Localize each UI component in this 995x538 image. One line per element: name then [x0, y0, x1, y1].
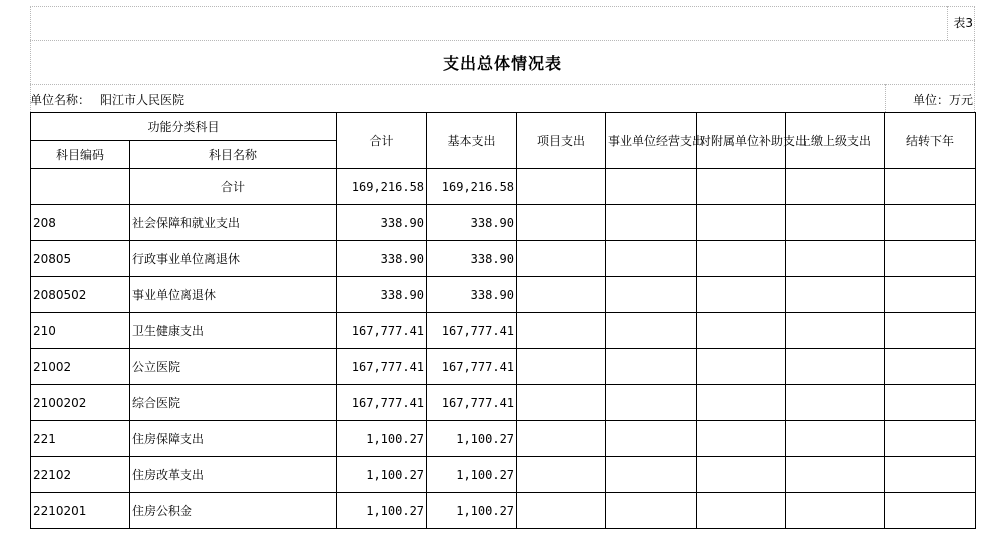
cell-empty [697, 457, 786, 493]
row-basic: 167,777.41 [427, 385, 517, 421]
row-name: 综合医院 [130, 385, 337, 421]
row-basic: 1,100.27 [427, 457, 517, 493]
cell-empty [517, 277, 606, 313]
cell-empty [786, 277, 885, 313]
row-code: 2210201 [31, 493, 130, 529]
total-sum: 169,216.58 [337, 169, 427, 205]
total-label: 合计 [130, 169, 337, 205]
cell-empty [606, 277, 697, 313]
cell-empty [517, 493, 606, 529]
row-total: 338.90 [337, 241, 427, 277]
table-row [31, 457, 976, 493]
table-number: 表3 [953, 16, 973, 30]
header-project: 项目支出 [517, 113, 606, 169]
table-row [31, 205, 976, 241]
page-title: 支出总体情况表 [442, 54, 562, 73]
header-upper: 上缴上级支出 [786, 113, 885, 169]
cell-empty [606, 205, 697, 241]
header-basic: 基本支出 [427, 113, 517, 169]
cell-empty [517, 385, 606, 421]
header-row [31, 113, 976, 141]
header-business: 事业单位经营支出 [606, 113, 697, 169]
row-basic: 338.90 [427, 241, 517, 277]
table-row [31, 493, 976, 529]
cell-empty [885, 385, 976, 421]
row-code: 20805 [31, 241, 130, 277]
row-name: 事业单位离退休 [130, 277, 337, 313]
header-code: 科目编码 [31, 141, 130, 169]
row-total: 167,777.41 [337, 313, 427, 349]
gridline [30, 40, 975, 41]
row-code: 21002 [31, 349, 130, 385]
row-total: 1,100.27 [337, 457, 427, 493]
cell-empty [517, 241, 606, 277]
cell-empty [517, 421, 606, 457]
cell-empty [786, 241, 885, 277]
row-basic: 1,100.27 [427, 421, 517, 457]
cell-empty [517, 457, 606, 493]
row-code: 22102 [31, 457, 130, 493]
row-name: 社会保障和就业支出 [130, 205, 337, 241]
cell-empty [885, 457, 976, 493]
cell-empty [786, 385, 885, 421]
header-total: 合计 [337, 113, 427, 169]
cell-empty [606, 349, 697, 385]
row-total: 167,777.41 [337, 385, 427, 421]
table-row [31, 241, 976, 277]
cell-empty [606, 169, 697, 205]
row-total: 1,100.27 [337, 493, 427, 529]
cell-empty [697, 385, 786, 421]
cell-empty [786, 457, 885, 493]
gridline [30, 84, 975, 85]
row-basic: 338.90 [427, 277, 517, 313]
cell-empty [697, 277, 786, 313]
cell-empty [606, 241, 697, 277]
cell-empty [517, 169, 606, 205]
table-row [31, 385, 976, 421]
cell-empty [786, 169, 885, 205]
cell-empty [885, 205, 976, 241]
row-name: 行政事业单位离退休 [130, 241, 337, 277]
cell-empty [517, 349, 606, 385]
gridline [885, 84, 886, 112]
cell-empty [697, 493, 786, 529]
table-row [31, 277, 976, 313]
cell-empty [517, 313, 606, 349]
cell-empty [786, 205, 885, 241]
row-basic: 1,100.27 [427, 493, 517, 529]
row-code: 2100202 [31, 385, 130, 421]
currency-unit: 单位：万元 [912, 93, 973, 107]
expenditure-table [30, 112, 976, 529]
gridline [947, 6, 948, 40]
cell-empty [697, 205, 786, 241]
header-name: 科目名称 [130, 141, 337, 169]
cell-empty [786, 313, 885, 349]
row-basic: 167,777.41 [427, 349, 517, 385]
cell-empty [606, 457, 697, 493]
cell-empty [786, 493, 885, 529]
table-row [31, 421, 976, 457]
row-basic: 338.90 [427, 205, 517, 241]
row-name: 住房改革支出 [130, 457, 337, 493]
header-subsidy: 对附属单位补助支出 [697, 113, 786, 169]
gridline [30, 6, 975, 7]
row-code: 2080502 [31, 277, 130, 313]
cell-empty [606, 421, 697, 457]
row-code: 208 [31, 205, 130, 241]
unit-name [30, 91, 184, 108]
cell-empty [697, 169, 786, 205]
cell-empty [31, 169, 130, 205]
row-total: 1,100.27 [337, 421, 427, 457]
cell-empty [606, 385, 697, 421]
cell-empty [697, 241, 786, 277]
row-name: 卫生健康支出 [130, 313, 337, 349]
cell-empty [885, 277, 976, 313]
row-name: 住房公积金 [130, 493, 337, 529]
table-row [31, 313, 976, 349]
cell-empty [697, 313, 786, 349]
cell-empty [885, 421, 976, 457]
total-row [31, 169, 976, 205]
cell-empty [885, 169, 976, 205]
header-function-category: 功能分类科目 [31, 113, 337, 141]
cell-empty [606, 493, 697, 529]
cell-empty [697, 349, 786, 385]
cell-empty [885, 313, 976, 349]
row-name: 公立医院 [130, 349, 337, 385]
report-sheet [30, 6, 975, 531]
cell-empty [606, 313, 697, 349]
cell-empty [885, 349, 976, 385]
cell-empty [885, 493, 976, 529]
header-carry: 结转下年 [885, 113, 976, 169]
unit-name-value: 阳江市人民医院 [100, 93, 185, 107]
total-basic: 169,216.58 [427, 169, 517, 205]
cell-empty [697, 421, 786, 457]
row-code: 210 [31, 313, 130, 349]
row-total: 338.90 [337, 277, 427, 313]
row-total: 338.90 [337, 205, 427, 241]
row-basic: 167,777.41 [427, 313, 517, 349]
row-name: 住房保障支出 [130, 421, 337, 457]
table-body [31, 205, 976, 529]
cell-empty [885, 241, 976, 277]
cell-empty [786, 421, 885, 457]
cell-empty [517, 205, 606, 241]
unit-name-label: 单位名称： [30, 93, 91, 107]
cell-empty [786, 349, 885, 385]
table-row [31, 349, 976, 385]
row-total: 167,777.41 [337, 349, 427, 385]
row-code: 221 [31, 421, 130, 457]
